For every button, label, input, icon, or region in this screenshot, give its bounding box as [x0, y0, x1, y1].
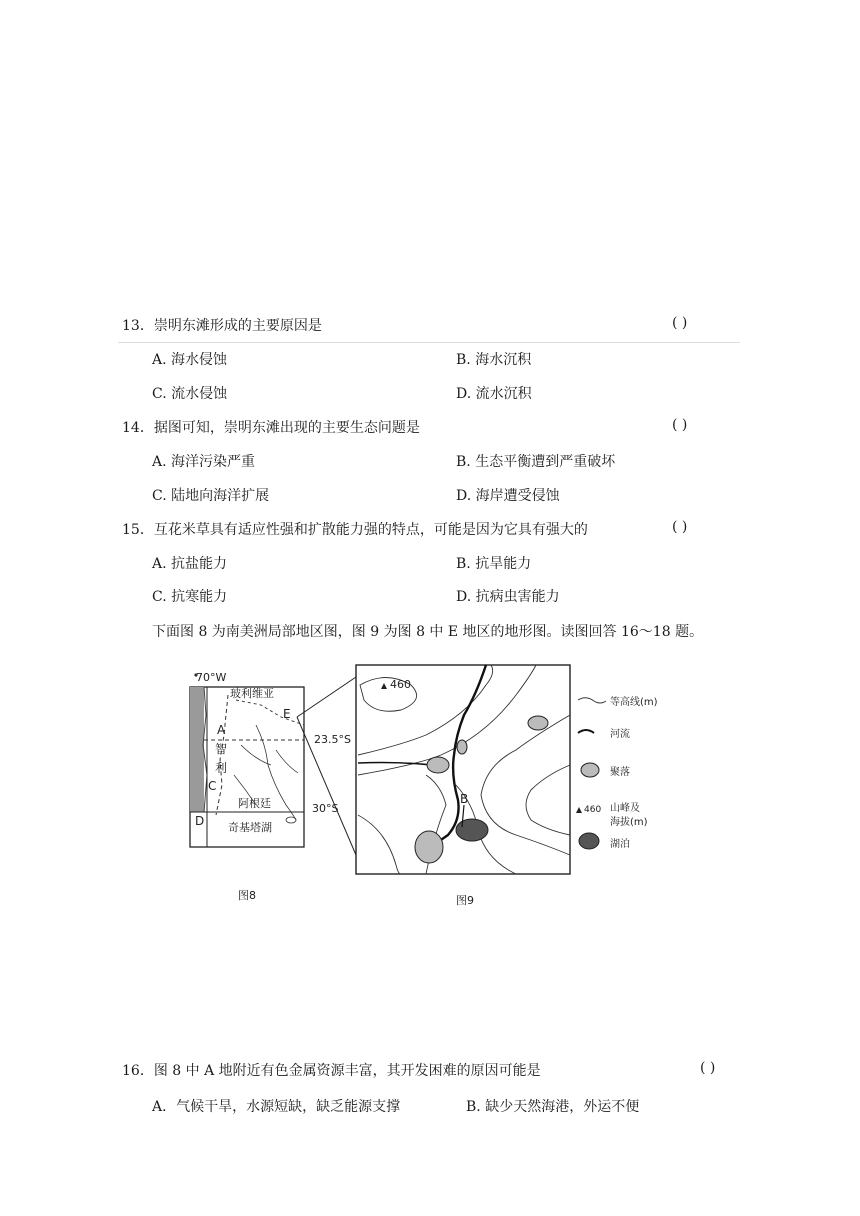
longitude-label: 70°W — [196, 671, 227, 684]
option-d: D. 海岸遭受侵蚀 — [456, 488, 560, 504]
answer-paren: ( ) — [672, 519, 688, 535]
legend-peak-number: 460 — [584, 805, 602, 815]
question-16-stem: 16．图 8 中 A 地附近有色金属资源丰富，其开发困难的原因可能是 — [122, 1063, 541, 1079]
option-c: C. 流水侵蚀 — [152, 386, 228, 402]
figure-group — [186, 655, 670, 915]
answer-paren: ( ) — [700, 1060, 716, 1076]
option-b: B. 抗旱能力 — [456, 556, 532, 572]
question-13-stem: 13．崇明东滩形成的主要原因是 — [122, 318, 322, 334]
point-b-label: B — [460, 792, 469, 806]
latitude-label: 23.5°S — [314, 733, 351, 746]
option-b: B. 海水沉积 — [456, 352, 532, 368]
figure-intro: 下面图 8 为南美洲局部地区图，图 9 为图 8 中 E 地区的地形图。读图回答 16～18 题。 — [152, 624, 704, 640]
answer-paren: ( ) — [672, 315, 688, 331]
legend-river-label: 河流 — [610, 729, 630, 740]
figure-9-legend — [576, 698, 606, 849]
option-a: A. 抗盐能力 — [152, 556, 228, 572]
point-c-label: C — [208, 779, 217, 793]
peak-elevation-label: 460 — [390, 678, 411, 691]
option-d: D. 流水沉积 — [456, 386, 532, 402]
divider — [118, 342, 740, 343]
point-e-label: E — [283, 707, 291, 721]
bolivia-label: 玻利维亚 — [230, 687, 274, 700]
latitude-label: 30°S — [312, 802, 339, 815]
legend-peak-label: 山峰及 — [610, 803, 640, 814]
chile-label-1: 智 — [215, 742, 228, 756]
legend-contour-label: 等高线(m) — [610, 697, 658, 708]
option-c: C. 陆地向海洋扩展 — [152, 488, 270, 504]
figure-9-map — [356, 665, 570, 874]
option-a: A. 海水侵蚀 — [152, 352, 228, 368]
figure-8-caption: 图8 — [238, 889, 256, 902]
question-14-stem: 14．据图可知，崇明东滩出现的主要生态问题是 — [122, 420, 420, 436]
legend-peak-label: 海拔(m) — [610, 817, 648, 828]
option-c: C. 抗寒能力 — [152, 589, 228, 605]
legend-settlement-label: 聚落 — [610, 767, 630, 778]
point-d-label: D — [195, 814, 205, 828]
option-a: A. 海洋污染严重 — [152, 454, 256, 470]
question-15-stem: 15．互花米草具有适应性强和扩散能力强的特点，可能是因为它具有强大的 — [122, 522, 588, 538]
lake-label: 奇基塔湖 — [228, 821, 272, 834]
option-d: D. 抗病虫害能力 — [456, 589, 560, 605]
option-a: A．气候干旱，水源短缺，缺乏能源支撑 — [152, 1099, 401, 1115]
answer-paren: ( ) — [672, 417, 688, 433]
legend-lake-label: 湖泊 — [610, 839, 630, 850]
option-b: B. 缺少天然海港，外运不便 — [466, 1099, 640, 1115]
option-b: B. 生态平衡遭到严重破坏 — [456, 454, 616, 470]
chile-label-2: 利 — [215, 761, 228, 775]
figure-9-caption: 图9 — [456, 894, 474, 907]
argentina-label: 阿根廷 — [238, 797, 271, 810]
point-a-label: A — [217, 723, 226, 737]
